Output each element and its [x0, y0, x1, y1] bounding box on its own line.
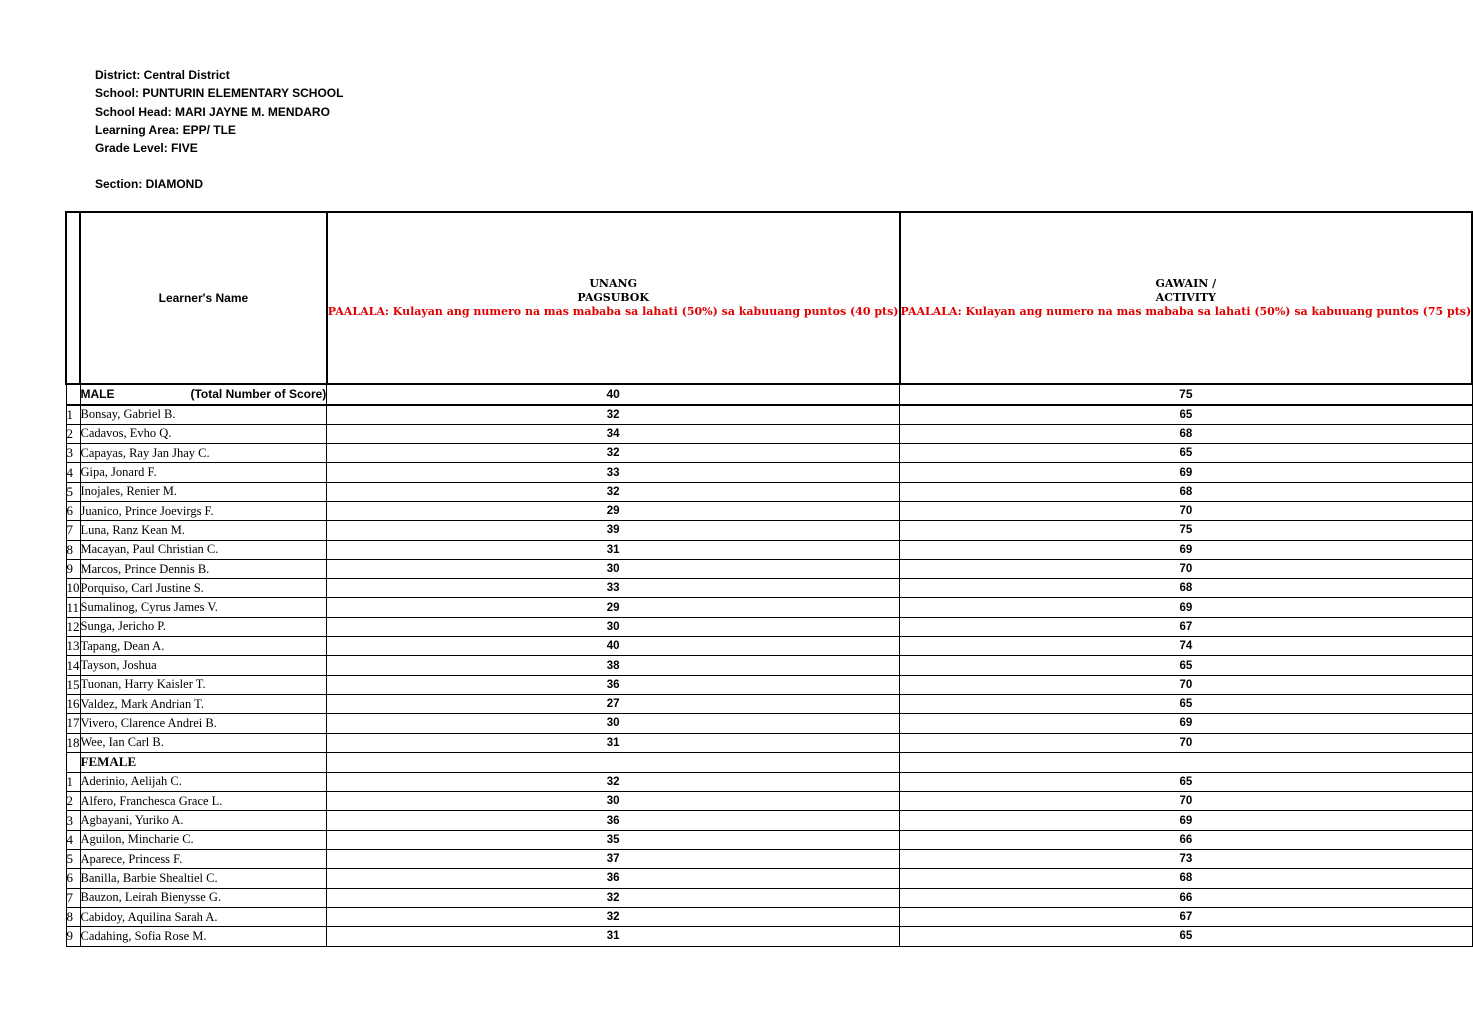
table-row — [66, 927, 1472, 946]
table-row — [66, 598, 1472, 617]
learner-name-header: Learner's Name — [80, 212, 327, 384]
unang-pagsubok-score: 39 — [327, 521, 900, 540]
gawain-score: 70 — [900, 675, 1473, 694]
table-row — [66, 772, 1472, 791]
learner-number: 7 — [66, 521, 80, 540]
score-table — [65, 211, 1473, 947]
unang-pagsubok-score: 29 — [327, 598, 900, 617]
unang-pagsubok-title-line2: PAGSUBOK — [577, 291, 649, 304]
unang-pagsubok-score: 35 — [327, 830, 900, 849]
table-row — [66, 444, 1472, 463]
unang-pagsubok-score: 32 — [327, 907, 900, 926]
learner-number: 15 — [66, 675, 80, 694]
unang-pagsubok-score: 31 — [327, 540, 900, 559]
learner-number: 2 — [66, 424, 80, 443]
learner-name: Juanico, Prince Joevirgs F. — [80, 501, 327, 520]
gawain-note: PAALALA: Kulayan ang numero na mas mababa sa lahati (50%) sa kabuuang puntos (75 pts) — [900, 305, 1472, 318]
school-label: School: PUNTURIN ELEMENTARY SCHOOL — [95, 86, 344, 101]
table-row — [66, 559, 1472, 578]
learner-number: 1 — [66, 405, 80, 425]
learner-number: 9 — [66, 559, 80, 578]
table-row — [66, 656, 1472, 675]
unang-pagsubok-score: 32 — [327, 482, 900, 501]
learner-number: 7 — [66, 888, 80, 907]
learner-number: 1 — [66, 772, 80, 791]
table-row — [66, 850, 1472, 869]
learner-name: Sunga, Jericho P. — [80, 617, 327, 636]
learner-number: 8 — [66, 540, 80, 559]
learning-area-label: Learning Area: EPP/ TLE — [95, 122, 236, 137]
gawain-score: 70 — [900, 792, 1473, 811]
gawain-score: 67 — [900, 617, 1473, 636]
learner-name: Cadavos, Evho Q. — [80, 424, 327, 443]
unang-pagsubok-score: 40 — [327, 637, 900, 656]
learner-number: 6 — [66, 501, 80, 520]
table-row — [66, 869, 1472, 888]
section-label: Section: DIAMOND — [95, 177, 203, 192]
learner-number: 4 — [66, 830, 80, 849]
document-header — [95, 66, 343, 194]
gawain-activity-header — [900, 212, 1473, 384]
learner-name: Cadahing, Sofia Rose M. — [80, 927, 327, 946]
learner-name: Aparece, Princess F. — [80, 850, 327, 869]
gawain-score: 69 — [900, 598, 1473, 617]
unang-pagsubok-note: PAALALA: Kulayan ang numero na mas mababa sa lahati (50%) sa kabuuang puntos (40 pts) — [327, 305, 899, 318]
gawain-score: 65 — [900, 694, 1473, 713]
gawain-score: 69 — [900, 463, 1473, 482]
learner-name: Gipa, Jonard F. — [80, 463, 327, 482]
total-score-col2: 75 — [900, 384, 1473, 405]
learner-name: Aderinio, Aelijah C. — [80, 772, 327, 791]
learner-number: 13 — [66, 637, 80, 656]
gawain-score: 66 — [900, 888, 1473, 907]
learner-number: 5 — [66, 482, 80, 501]
learner-name: Bauzon, Leirah Bienysse G. — [80, 888, 327, 907]
gawain-title-line1: GAWAIN / — [1155, 277, 1217, 290]
female-section-row — [66, 752, 1472, 772]
gawain-score: 65 — [900, 405, 1473, 425]
number-header-cell — [66, 212, 80, 384]
table-row — [66, 888, 1472, 907]
gawain-score: 69 — [900, 811, 1473, 830]
table-row — [66, 521, 1472, 540]
gawain-score: 70 — [900, 733, 1473, 752]
learner-name: Macayan, Paul Christian C. — [80, 540, 327, 559]
total-score-col1: 40 — [327, 384, 900, 405]
gawain-score: 68 — [900, 424, 1473, 443]
unang-pagsubok-score: 32 — [327, 405, 900, 425]
gawain-score: 65 — [900, 656, 1473, 675]
learner-number: 10 — [66, 579, 80, 598]
gawain-score: 65 — [900, 444, 1473, 463]
gawain-title-line2: ACTIVITY — [1155, 291, 1217, 304]
learner-number: 6 — [66, 869, 80, 888]
learner-name: Sumalinog, Cyrus James V. — [80, 598, 327, 617]
unang-pagsubok-score: 30 — [327, 714, 900, 733]
unang-pagsubok-title-line1: UNANG — [589, 277, 637, 290]
learner-name: Aguilon, Mincharie C. — [80, 830, 327, 849]
gawain-score: 70 — [900, 559, 1473, 578]
learner-number: 3 — [66, 811, 80, 830]
learner-number: 8 — [66, 907, 80, 926]
unang-pagsubok-header — [327, 212, 900, 384]
table-row — [66, 579, 1472, 598]
learner-name: Vivero, Clarence Andrei B. — [80, 714, 327, 733]
learner-number: 18 — [66, 733, 80, 752]
gawain-score: 70 — [900, 501, 1473, 520]
learner-name: Cabidoy, Aquilina Sarah A. — [80, 907, 327, 926]
unang-pagsubok-score: 32 — [327, 888, 900, 907]
unang-pagsubok-score: 37 — [327, 850, 900, 869]
table-row — [66, 405, 1472, 425]
table-row — [66, 907, 1472, 926]
unang-pagsubok-score: 27 — [327, 694, 900, 713]
learner-name: Bonsay, Gabriel B. — [80, 405, 327, 425]
unang-pagsubok-score: 33 — [327, 463, 900, 482]
unang-pagsubok-score: 32 — [327, 444, 900, 463]
table-row — [66, 675, 1472, 694]
table-row — [66, 540, 1472, 559]
table-row — [66, 463, 1472, 482]
learner-number: 3 — [66, 444, 80, 463]
unang-pagsubok-score: 33 — [327, 579, 900, 598]
gawain-score: 73 — [900, 850, 1473, 869]
unang-pagsubok-score: 30 — [327, 559, 900, 578]
table-row — [66, 811, 1472, 830]
unang-pagsubok-score: 34 — [327, 424, 900, 443]
male-label: MALE — [80, 387, 115, 402]
learner-number: 12 — [66, 617, 80, 636]
learner-number: 5 — [66, 850, 80, 869]
total-score-label: (Total Number of Score) — [190, 387, 327, 402]
female-label: FEMALE — [80, 752, 327, 772]
learner-number: 17 — [66, 714, 80, 733]
table-row — [66, 830, 1472, 849]
male-total-row — [66, 384, 1472, 405]
learner-name: Tapang, Dean A. — [80, 637, 327, 656]
learner-number: 14 — [66, 656, 80, 675]
unang-pagsubok-score: 36 — [327, 675, 900, 694]
table-row — [66, 482, 1472, 501]
gawain-score: 68 — [900, 579, 1473, 598]
school-head-label: School Head: MARI JAYNE M. MENDARO — [95, 104, 330, 119]
male-section-label — [80, 384, 327, 405]
table-row — [66, 714, 1472, 733]
grade-level-label: Grade Level: FIVE — [95, 141, 198, 156]
learner-number: 11 — [66, 598, 80, 617]
learner-number: 2 — [66, 792, 80, 811]
unang-pagsubok-score: 36 — [327, 869, 900, 888]
gawain-score: 65 — [900, 927, 1473, 946]
learner-name: Marcos, Prince Dennis B. — [80, 559, 327, 578]
learner-name: Agbayani, Yuriko A. — [80, 811, 327, 830]
unang-pagsubok-score: 32 — [327, 772, 900, 791]
table-row — [66, 501, 1472, 520]
gawain-score: 65 — [900, 772, 1473, 791]
learner-name: Tayson, Joshua — [80, 656, 327, 675]
unang-pagsubok-score: 38 — [327, 656, 900, 675]
learner-name: Inojales, Renier M. — [80, 482, 327, 501]
gawain-score: 74 — [900, 637, 1473, 656]
table-row — [66, 617, 1472, 636]
learner-name: Tuonan, Harry Kaisler T. — [80, 675, 327, 694]
unang-pagsubok-score: 30 — [327, 617, 900, 636]
learner-name: Porquiso, Carl Justine S. — [80, 579, 327, 598]
table-row — [66, 694, 1472, 713]
unang-pagsubok-score: 30 — [327, 792, 900, 811]
unang-pagsubok-score: 29 — [327, 501, 900, 520]
learner-name: Banilla, Barbie Shealtiel C. — [80, 869, 327, 888]
table-header-row — [66, 212, 1472, 384]
table-row — [66, 424, 1472, 443]
gawain-score: 69 — [900, 540, 1473, 559]
gawain-score: 66 — [900, 830, 1473, 849]
learner-name: Capayas, Ray Jan Jhay C. — [80, 444, 327, 463]
learner-name: Valdez, Mark Andrian T. — [80, 694, 327, 713]
gawain-score: 69 — [900, 714, 1473, 733]
learner-number: 16 — [66, 694, 80, 713]
gawain-score: 67 — [900, 907, 1473, 926]
table-row — [66, 637, 1472, 656]
unang-pagsubok-score: 31 — [327, 733, 900, 752]
unang-pagsubok-score: 31 — [327, 927, 900, 946]
table-row — [66, 733, 1472, 752]
gawain-score: 68 — [900, 482, 1473, 501]
gawain-score: 68 — [900, 869, 1473, 888]
gawain-score: 75 — [900, 521, 1473, 540]
learner-name: Luna, Ranz Kean M. — [80, 521, 327, 540]
learner-name: Wee, Ian Carl B. — [80, 733, 327, 752]
learner-number: 9 — [66, 927, 80, 946]
unang-pagsubok-score: 36 — [327, 811, 900, 830]
table-row — [66, 792, 1472, 811]
learner-name: Alfero, Franchesca Grace L. — [80, 792, 327, 811]
learner-number: 4 — [66, 463, 80, 482]
district-label: District: Central District — [95, 68, 230, 82]
